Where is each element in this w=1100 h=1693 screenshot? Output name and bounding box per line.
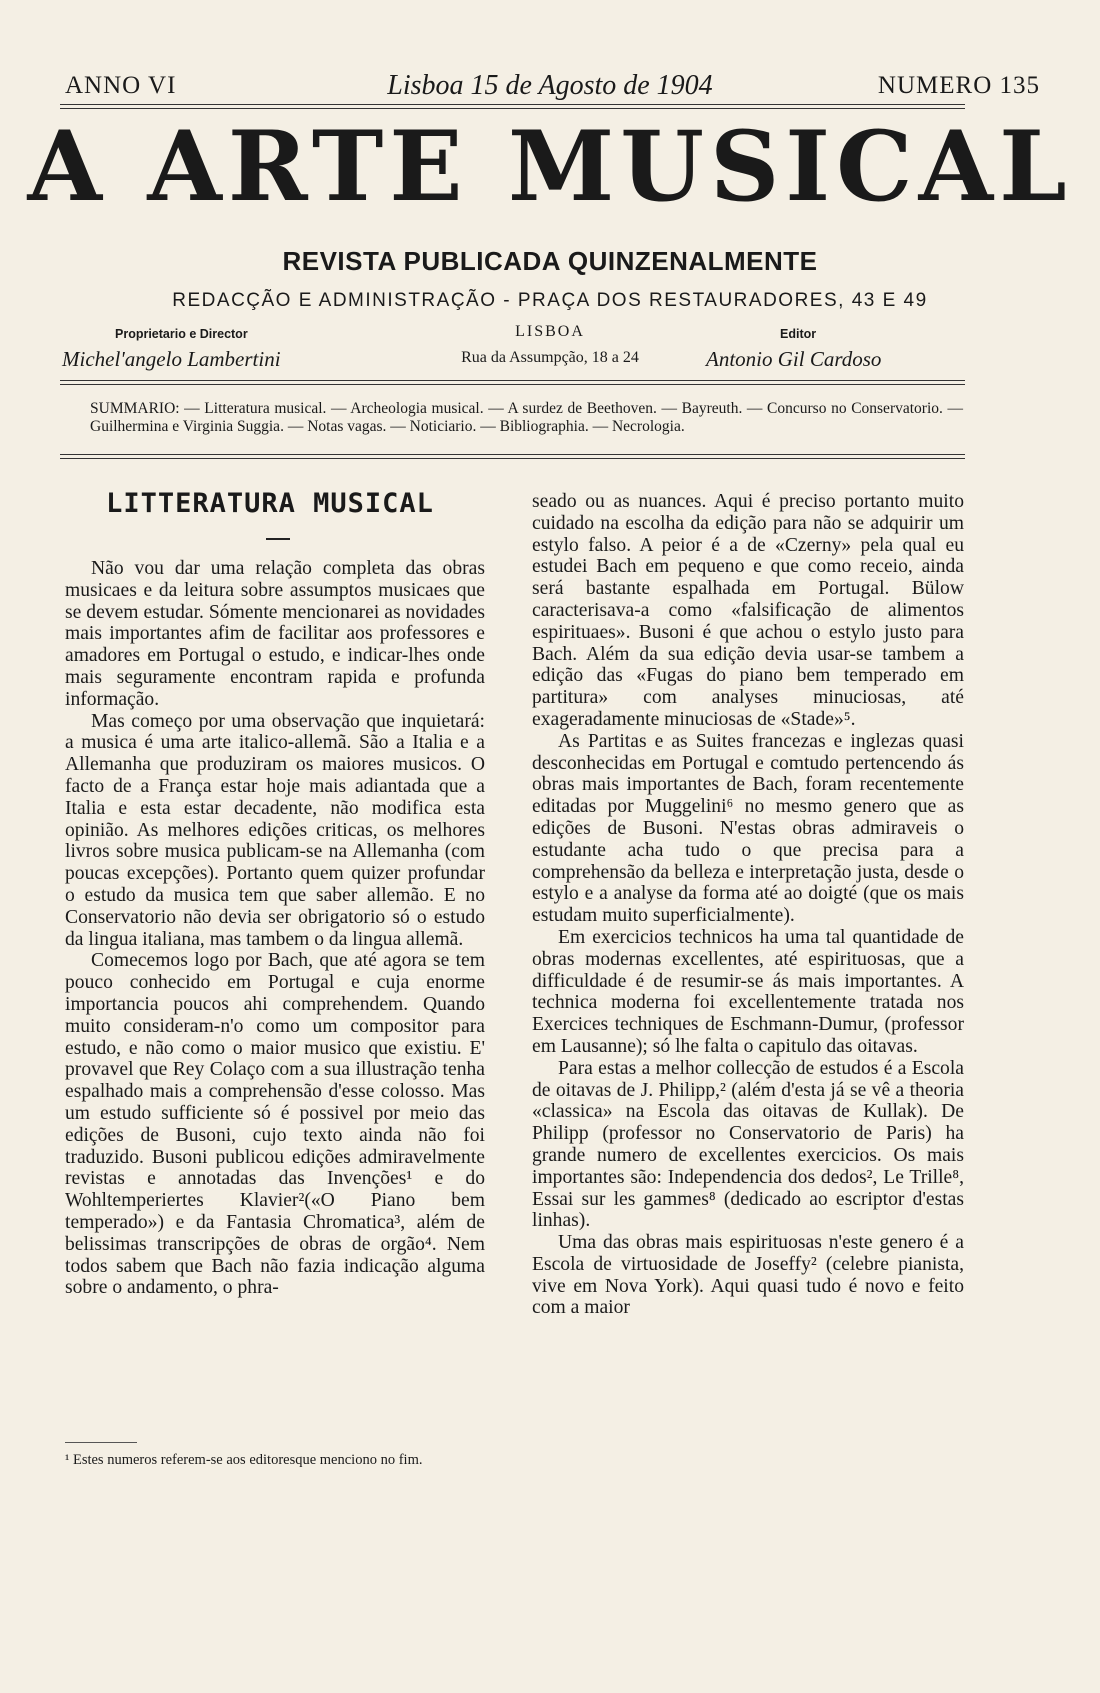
title-dash	[266, 538, 290, 540]
summary-rule-top-1	[60, 380, 965, 381]
article-title: LITTERATURA MUSICAL	[106, 488, 434, 519]
footnote-rule	[65, 1442, 137, 1443]
summary: SUMMARIO: — Litteratura musical. — Archeologia musical. — A surdez de Beethoven. — Bayreuth. — Concurso no Conservatorio. — Guilhermina e Virginia Suggia. — Notas vagas. — Noticiario. — Bibliographia. — Necrologia.	[90, 400, 963, 435]
footnote: ¹ Estes numeros referem-se aos editoresque menciono no fim.	[65, 1452, 423, 1468]
paragraph: Em exercicios technicos ha uma tal quantidade de obras modernas excellentes, até espirituosas, que a difficuldade é de resumir-se ás mais importantes. A technica moderna foi excellentemente tratada nos Exercices techniques de Eschmann-Dumur, (professor em Lausanne); só lhe falta o capitulo das oitavas.	[532, 926, 964, 1057]
masthead-subtitle: REVISTA PUBLICADA QUINZENALMENTE	[282, 246, 818, 276]
paragraph: As Partitas e as Suites francezas e inglezas quasi desconhecidas em Portugal e comtudo pertencendo ás obras mais importantes de Bach, foram recentemente editadas por Muggelini⁶ no mesmo genero que as edições de Busoni. N'estas obras admiraveis o estudante acha tudo o que precisa para a comprehensão da belleza e interpretação justa, desde o estylo e a analyse da forma até ao doigté (que os mais estudam muito superficialmente).	[532, 730, 964, 927]
header-rule-top	[60, 104, 965, 105]
summary-rule-bottom-2	[60, 458, 965, 459]
editor-label: Editor	[780, 327, 817, 341]
director-name: Michel'angelo Lambertini	[62, 347, 281, 371]
issue-date: Lisboa 15 de Agosto de 1904	[387, 70, 713, 101]
proprietario-label: Proprietario e Director	[115, 327, 248, 341]
issue-year: ANNO VI	[65, 72, 177, 99]
masthead-street: Rua da Assumpção, 18 a 24	[461, 349, 639, 366]
masthead-city: LISBOA	[515, 323, 585, 340]
editor-name: Antonio Gil Cardoso	[706, 347, 882, 371]
paragraph: Para estas a melhor collecção de estudos é a Escola de oitavas de J. Philipp,² (além d'esta já se vê a theoria «classica» na Escola das oitavas de Kullak). De Philipp (professor no Conservatorio de Paris) ha grande numero de excellentes exercicios. Os mais importantes são: Independencia dos dedos², Le Trille⁸, Essai sur les gammes⁸ (dedicado ao escriptor d'estas linhas).	[532, 1057, 964, 1232]
paragraph: seado ou as nuances. Aqui é preciso portanto muito cuidado na escolha da edição para não se adquirir um estylo falso. A peior é a de «Czerny» pela qual eu estudei Bach em pequeno e que como receio, ainda será bastante espalhada em Portugal. Bülow caracterisava-a como «falsificação de alimentos espirituaes». Busoni é que achou o estylo justo para Bach. Além da sua edição devia usar-se tambem a edição das «Fugas do piano bem temperado em partitura» com analyses minuciosas, até exageradamente minuciosas de «Stade»⁵.	[532, 491, 964, 730]
summary-rule-bottom-1	[60, 454, 965, 455]
paragraph: Não vou dar uma relação completa das obras musicaes e da leitura sobre assumptos musicaes que se devem estudar. Sómente mencionarei as novidades mais importantes afim de facilitar aos professores e amadores em Portugal o estudo, e indicar-lhes onde mais seguramente encontram rapida e profunda informação.	[65, 558, 485, 710]
paragraph: Uma das obras mais espirituosas n'este genero é a Escola de virtuosidade de Joseffy² (celebre pianista, vive em Nova York). Aqui quasi tudo é novo e feito com a maior	[532, 1232, 964, 1319]
masthead-title: A ARTE MUSICAL	[27, 110, 1073, 223]
paragraph: Comecemos logo por Bach, que até agora se tem pouco conhecido em Portugal e cuja enorme importancia poucos ahi comprehendem. Quando muito consideram-n'o como um compositor para estudo, e não como o maior musico que existiu. E' provavel que Rey Colaço com a sua illustração tenha espalhado mais a comprehensão d'esse colosso. Mas um estudo sufficiente só é possivel por meio das edições de Busoni, cujo texto ainda não foi traduzido. Busoni publicou edições admiravelmente revistas e annotadas das Invenções¹ e do Wohltemperiertes Klavier²(«O Piano bem temperado») e da Fantasia Chromatica³, além de belissimas transcripções de obras de orgão⁴. Nem todos sabem que Bach não fazia indicação alguma sobre o andamento, o phra-	[65, 950, 485, 1299]
right-column	[532, 491, 964, 1319]
issue-number: NUMERO 135	[877, 72, 1040, 99]
paragraph: Mas começo por uma observação que inquietará: a musica é uma arte italico-allemã. São a Italia e a Allemanha que produziram os maiores musicos. O facto de a França estar hoje mais adiantada que a Italia e esta estar decadente, não modifica esta opinião. As melhores edições criticas, os melhores livros sobre musica publicam-se na Allemanha (com poucas excepções). Portanto quem quizer profundar o estudo da musica tem que saber allemão. E no Conservatorio não devia ser obrigatorio só o estudo da lingua italiana, mas tambem o da lingua allemã.	[65, 710, 485, 950]
left-column	[65, 558, 485, 1299]
summary-rule-top-2	[60, 384, 965, 385]
masthead-address-line: REDACÇÃO E ADMINISTRAÇÃO - PRAÇA DOS RESTAURADORES, 43 E 49	[172, 290, 928, 311]
header-rule-bottom	[60, 108, 965, 109]
